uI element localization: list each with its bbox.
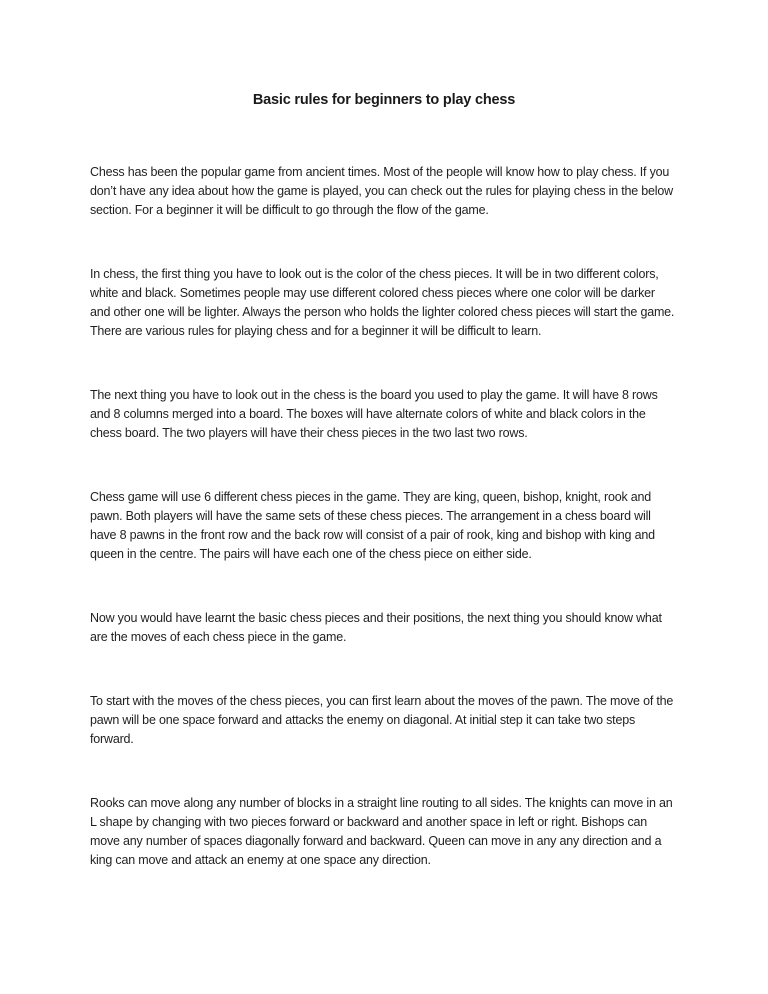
paragraph-piece-colors: In chess, the first thing you have to look out is the color of the chess pieces. It will be in two different colors, white and black. Sometimes people may use different colored chess pieces where one color will be darker and other one will be lighter. Always the person who holds the lighter colored chess pieces will start the game. There are various rules for playing chess and for a beginner it will be difficult to learn. bbox=[90, 267, 675, 338]
paragraph-pieces: Chess game will use 6 different chess pieces in the game. They are king, queen, bishop, knight, rook and pawn. Both players will have the same sets of these chess pieces. The arrangement in a chess board will have 8 pawns in the front row and the back row will consist of a pair of rook, king and bishop with king and queen in the centre. The pairs will have each one of the chess piece on either side. bbox=[90, 490, 655, 561]
paragraph-other-piece-moves: Rooks can move along any number of blocks in a straight line routing to all sides. The knights can move in an L shape by changing with two pieces forward or backward and another space in left or right. Bishops can move any number of spaces diagonally forward and backward. Queen can move in any any direction and a king can move and attack an enemy at one space any direction. bbox=[90, 796, 673, 867]
paragraph-moves-intro: Now you would have learnt the basic chess pieces and their positions, the next thing you should know what are the moves of each chess piece in the game. bbox=[90, 611, 662, 644]
document-content bbox=[90, 0, 678, 915]
paragraph-pawn-moves: To start with the moves of the chess pieces, you can first learn about the moves of the pawn. The move of the pawn will be one space forward and attacks the enemy on diagonal. At initial step it can take two steps forward. bbox=[90, 694, 674, 746]
paragraph-board: The next thing you have to look out in the chess is the board you used to play the game. It will have 8 rows and 8 columns merged into a board. The boxes will have alternate colors of white and black colors in the chess board. The two players will have their chess pieces in the two last two rows. bbox=[90, 388, 658, 440]
paragraph-intro: Chess has been the popular game from ancient times. Most of the people will know how to play chess. If you don’t have any idea about how the game is played, you can check out the rules for playing chess in the below section. For a beginner it will be difficult to go through the flow of the game. bbox=[90, 165, 673, 217]
document-title: Basic rules for beginners to play chess bbox=[252, 92, 516, 108]
